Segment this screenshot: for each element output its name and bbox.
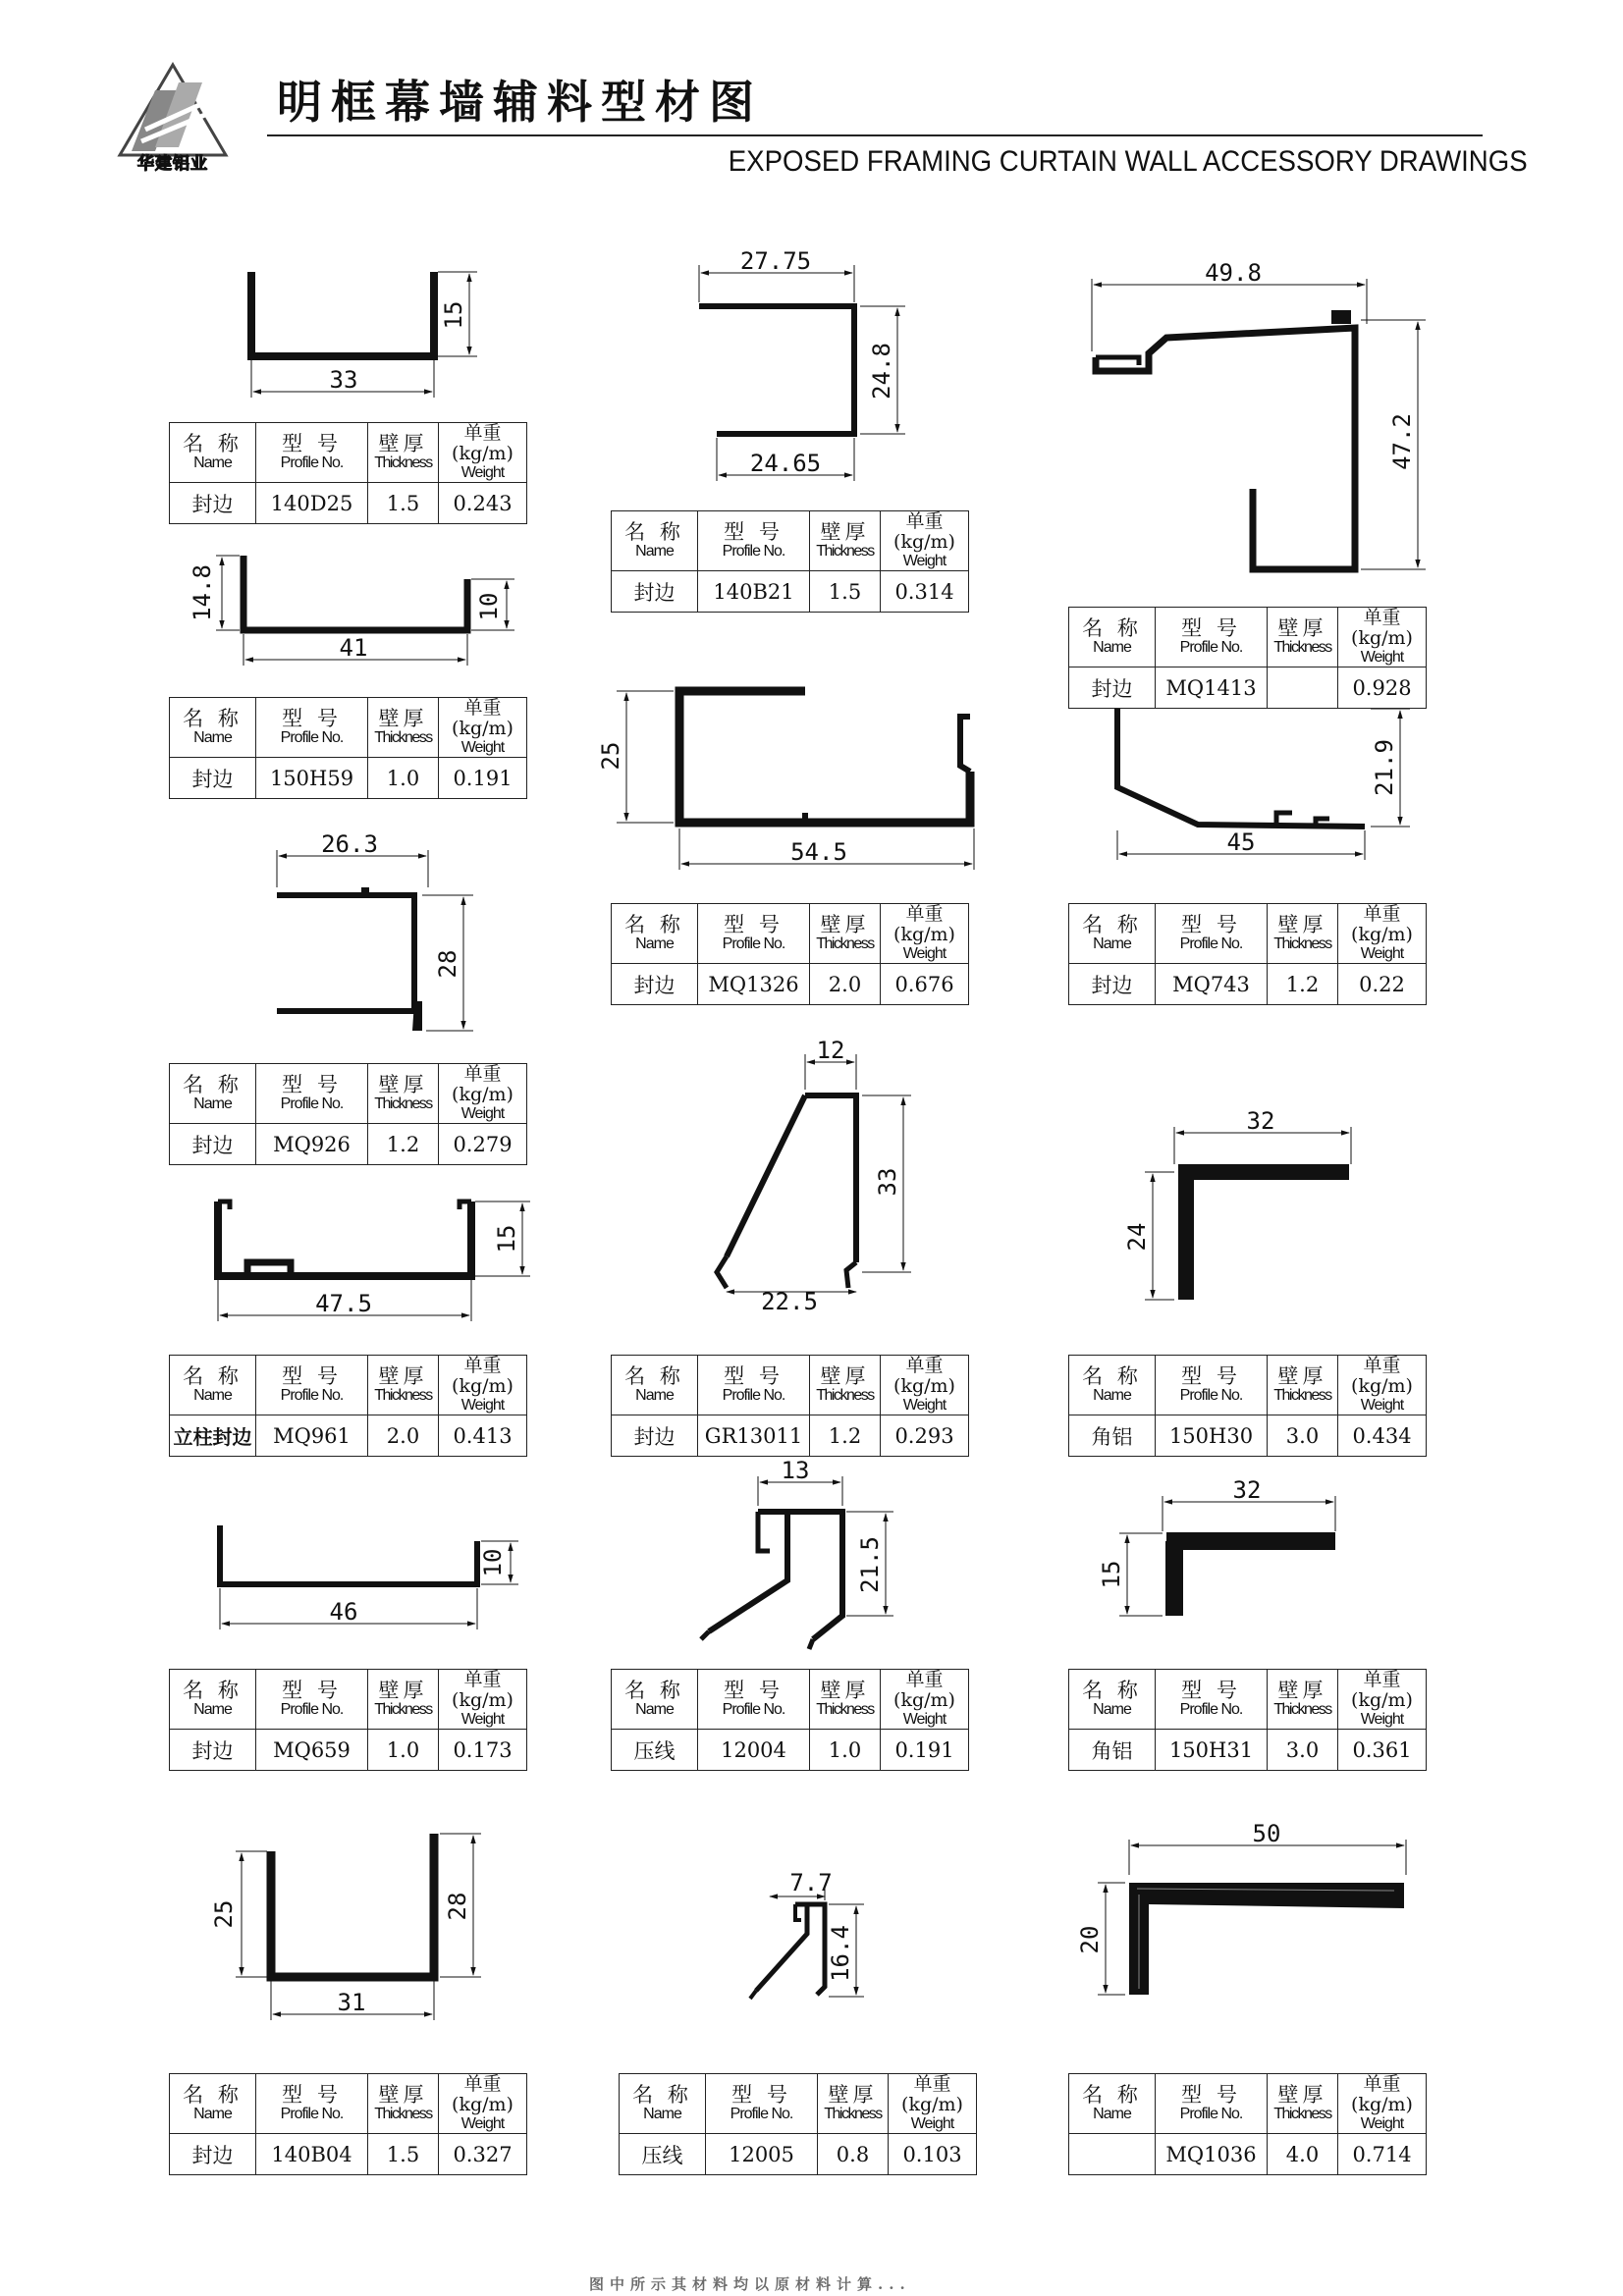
cell-thickness: 3.0 [1268,1730,1338,1771]
header-thickness: 壁厚 Thickness [1268,1356,1338,1415]
cell-thickness: 1.0 [368,758,439,799]
cell-name: 角铝 [1069,1730,1156,1771]
dim-label: 28 [434,949,461,979]
cell-thickness: 2.0 [810,964,881,1005]
dim-label: 24 [1123,1222,1151,1252]
header-profile: 型 号 Profile No. [1156,608,1268,667]
table-row [620,2134,977,2175]
header-profile: 型 号 Profile No. [256,423,368,483]
table-header-row [612,904,969,964]
cell-weight: 0.676 [881,964,969,1005]
cell-weight: 0.928 [1338,667,1427,709]
header-name: 名 称 Name [170,1356,256,1415]
cell-profile: MQ1326 [698,964,810,1005]
table-row [612,571,969,613]
header-thickness: 壁厚 Thickness [810,1670,881,1730]
spec-table [611,1355,969,1457]
table-row [612,1415,969,1457]
spec-table [1068,903,1427,1005]
table-row [170,483,527,524]
cell-name: 封边 [170,1730,256,1771]
dim-label: 31 [337,1989,366,2016]
header-weight: 单重(kg/m) Weight [1338,904,1427,964]
cell-profile: MQ743 [1156,964,1268,1005]
cell-profile: MQ926 [256,1124,368,1165]
table-row [170,2134,527,2175]
table-row [1069,667,1427,709]
cell-thickness: 1.2 [368,1124,439,1165]
cell-weight: 0.413 [439,1415,527,1457]
table-header-row [612,1670,969,1730]
table-row [170,1124,527,1165]
cell-weight: 0.191 [439,758,527,799]
spec-table [169,1355,527,1457]
header-thickness: 壁厚 Thickness [368,2074,439,2134]
header-name: 名 称 Name [170,698,256,758]
spec-table [619,2073,977,2175]
profile-drawing-MQ659 [206,1512,530,1639]
header-weight: 单重(kg/m) Weight [881,1670,969,1730]
profile-drawing-140B21 [687,245,933,481]
header-profile: 型 号 Profile No. [1156,1670,1268,1730]
table-header-row [612,511,969,571]
header-weight: 单重(kg/m) Weight [1338,1670,1427,1730]
header-name: 名 称 Name [170,423,256,483]
cell-name: 压线 [612,1730,698,1771]
dim-label: 21.9 [1371,739,1398,796]
table-row [1069,1730,1427,1771]
table-header-row [170,1064,527,1124]
header-name: 名 称 Name [1069,1356,1156,1415]
cell-name: 压线 [620,2134,706,2175]
table-header-row [170,1670,527,1730]
header-thickness: 壁厚 Thickness [810,1356,881,1415]
table-row [1069,2134,1427,2175]
table-header-row [612,1356,969,1415]
dim-label: 24.8 [868,343,895,400]
cell-thickness: 1.5 [810,571,881,613]
cell-profile: MQ659 [256,1730,368,1771]
table-header-row [170,698,527,758]
dim-label: 33 [874,1167,901,1197]
dim-label: 41 [339,634,368,662]
header-name: 名 称 Name [170,2074,256,2134]
table-row [612,1730,969,1771]
header-thickness: 壁厚 Thickness [818,2074,889,2134]
cell-profile: 150H31 [1156,1730,1268,1771]
cell-thickness: 4.0 [1268,2134,1338,2175]
header-weight: 单重(kg/m) Weight [439,2074,527,2134]
header-profile: 型 号 Profile No. [256,1064,368,1124]
header-name: 名 称 Name [170,1064,256,1124]
header-thickness: 壁厚 Thickness [368,1356,439,1415]
spec-table [1068,1669,1427,1771]
header-weight: 单重(kg/m) Weight [1338,608,1427,667]
page-title-en: EXPOSED FRAMING CURTAIN WALL ACCESSORY DRAWINGS [729,145,1528,178]
table-row [1069,1415,1427,1457]
cell-thickness: 1.5 [368,2134,439,2175]
cell-weight: 0.327 [439,2134,527,2175]
footer-note: 图中所示其材料均以原材料计算... [589,2275,911,2293]
dim-label: 47.5 [315,1290,372,1317]
spec-table [611,1669,969,1771]
cell-thickness: 0.8 [818,2134,889,2175]
profile-drawing-150H30 [1119,1099,1375,1315]
header-name: 名 称 Name [1069,608,1156,667]
table-row [612,964,969,1005]
header-name: 名 称 Name [612,904,698,964]
table-header-row [1069,904,1427,964]
cell-weight: 0.22 [1338,964,1427,1005]
profile-drawing-GR13011 [687,1031,923,1315]
cell-name: 封边 [170,1124,256,1165]
cell-profile: 140B04 [256,2134,368,2175]
header-name: 名 称 Name [612,511,698,571]
table-header-row [170,1356,527,1415]
dim-label: 26.3 [321,830,378,858]
header-profile: 型 号 Profile No. [256,2074,368,2134]
cell-profile: 150H59 [256,758,368,799]
cell-weight: 0.103 [889,2134,977,2175]
dim-label: 32 [1246,1107,1275,1135]
cell-weight: 0.361 [1338,1730,1427,1771]
cell-weight: 0.293 [881,1415,969,1457]
dim-label: 14.8 [189,564,216,621]
dim-label: 49.8 [1205,259,1262,287]
table-row [170,1730,527,1771]
cell-weight: 0.434 [1338,1415,1427,1457]
header-thickness: 壁厚 Thickness [368,1670,439,1730]
cell-profile: 140D25 [256,483,368,524]
table-row [170,758,527,799]
cell-profile: GR13011 [698,1415,810,1457]
dim-label: 16.4 [827,1925,854,1982]
cell-profile: 12004 [698,1730,810,1771]
header-weight: 单重(kg/m) Weight [439,698,527,758]
dim-label: 7.7 [789,1869,833,1896]
table-header-row [1069,1356,1427,1415]
dim-label: 10 [479,1548,507,1577]
header-profile: 型 号 Profile No. [256,1670,368,1730]
cell-name: 封边 [170,758,256,799]
dim-label: 32 [1232,1476,1262,1504]
cell-name: 封边 [1069,667,1156,709]
spec-table [1068,2073,1427,2175]
cell-thickness: 1.5 [368,483,439,524]
header-thickness: 壁厚 Thickness [368,1064,439,1124]
cell-profile: 150H30 [1156,1415,1268,1457]
table-row [170,1415,527,1457]
spec-table [169,697,527,799]
header-weight: 单重(kg/m) Weight [1338,2074,1427,2134]
dim-label: 33 [329,366,358,394]
table-header-row [1069,608,1427,667]
header-thickness: 壁厚 Thickness [810,511,881,571]
header-weight: 单重(kg/m) Weight [439,423,527,483]
cell-name: 立柱封边 [170,1415,256,1457]
header-profile: 型 号 Profile No. [1156,904,1268,964]
cell-name: 封边 [170,483,256,524]
spec-table [611,510,969,613]
cell-thickness [1268,667,1338,709]
header-weight: 单重(kg/m) Weight [439,1670,527,1730]
table-header-row [170,423,527,483]
header-profile: 型 号 Profile No. [698,511,810,571]
header-name: 名 称 Name [1069,904,1156,964]
header-name: 名 称 Name [1069,1670,1156,1730]
table-row [1069,964,1427,1005]
dim-label: 45 [1226,828,1256,856]
profile-drawing-150H59 [187,550,530,677]
header-weight: 单重(kg/m) Weight [881,904,969,964]
dim-label: 54.5 [790,838,847,866]
cell-name: 角铝 [1069,1415,1156,1457]
dim-label: 20 [1076,1925,1104,1954]
table-header-row [170,2074,527,2134]
cell-weight: 0.243 [439,483,527,524]
dim-label: 15 [440,300,467,330]
spec-table [1068,1355,1427,1457]
dim-label: 25 [597,741,624,771]
table-header-row [620,2074,977,2134]
header-weight: 单重(kg/m) Weight [881,1356,969,1415]
header-thickness: 壁厚 Thickness [810,904,881,964]
cell-name [1069,2134,1156,2175]
cell-profile: MQ1036 [1156,2134,1268,2175]
dim-label: 27.75 [739,247,812,275]
header-thickness: 壁厚 Thickness [1268,608,1338,667]
cell-profile: MQ961 [256,1415,368,1457]
cell-thickness: 1.2 [1268,964,1338,1005]
cell-name: 封边 [612,964,698,1005]
profile-drawing-MQ743 [1100,697,1414,864]
spec-table [169,1669,527,1771]
header-name: 名 称 Name [1069,2074,1156,2134]
header-profile: 型 号 Profile No. [698,1670,810,1730]
cell-name: 封边 [612,571,698,613]
dim-label: 13 [781,1457,810,1484]
profile-drawing-150H31 [1090,1476,1355,1629]
dim-label: 12 [816,1037,845,1064]
profile-drawing-MQ1413 [1080,255,1453,579]
profile-drawing-140B04 [196,1826,511,2042]
spec-table [169,422,527,524]
cell-thickness: 1.2 [810,1415,881,1457]
cell-name: 封边 [612,1415,698,1457]
header-thickness: 壁厚 Thickness [368,423,439,483]
header-weight: 单重(kg/m) Weight [439,1064,527,1124]
brand-name: 华建铝业 [137,154,208,174]
header-thickness: 壁厚 Thickness [1268,904,1338,964]
dim-label: 15 [1098,1560,1125,1589]
header-profile: 型 号 Profile No. [1156,1356,1268,1415]
header-profile: 型 号 Profile No. [698,904,810,964]
cell-weight: 0.314 [881,571,969,613]
dim-label: 15 [493,1224,520,1254]
header-weight: 单重(kg/m) Weight [439,1356,527,1415]
cell-profile: MQ1413 [1156,667,1268,709]
profile-drawing-MQ961 [196,1188,550,1335]
cell-thickness: 1.0 [810,1730,881,1771]
spec-table [1068,607,1427,709]
header-profile: 型 号 Profile No. [256,698,368,758]
header-name: 名 称 Name [170,1670,256,1730]
header-profile: 型 号 Profile No. [1156,2074,1268,2134]
header-profile: 型 号 Profile No. [256,1356,368,1415]
table-header-row [1069,1670,1427,1730]
header-thickness: 壁厚 Thickness [368,698,439,758]
header-weight: 单重(kg/m) Weight [889,2074,977,2134]
cell-thickness: 1.0 [368,1730,439,1771]
header-rule [267,134,1483,136]
header-name: 名 称 Name [612,1670,698,1730]
cell-thickness: 3.0 [1268,1415,1338,1457]
header-profile: 型 号 Profile No. [706,2074,818,2134]
header-weight: 单重(kg/m) Weight [881,511,969,571]
cell-weight: 0.191 [881,1730,969,1771]
dim-label: 10 [475,592,503,621]
header-thickness: 壁厚 Thickness [1268,2074,1338,2134]
cell-name: 封边 [1069,964,1156,1005]
profile-drawing-MQ1036 [1076,1816,1414,2012]
spec-table [169,1063,527,1165]
dim-label: 22.5 [761,1288,818,1315]
cell-weight: 0.714 [1338,2134,1427,2175]
page-title-cn: 明框幕墙辅料型材图 [277,76,763,129]
dim-label: 50 [1252,1820,1281,1847]
dim-label: 28 [444,1892,471,1921]
table-header-row [1069,2074,1427,2134]
dim-label: 24.65 [749,450,822,477]
profile-drawing-12005 [727,1865,903,2042]
dim-label: 46 [329,1598,358,1626]
dim-label: 25 [210,1899,238,1929]
cell-weight: 0.173 [439,1730,527,1771]
cell-profile: 140B21 [698,571,810,613]
header-name: 名 称 Name [612,1356,698,1415]
dim-label: 47.2 [1388,413,1416,470]
profile-drawing-12004 [687,1453,923,1659]
profile-drawing-MQ926 [265,825,501,1050]
header-thickness: 壁厚 Thickness [1268,1670,1338,1730]
cell-name: 封边 [170,2134,256,2175]
cell-weight: 0.279 [439,1124,527,1165]
profile-drawing-MQ1326 [599,677,992,874]
cell-profile: 12005 [706,2134,818,2175]
spec-table [611,903,969,1005]
header-name: 名 称 Name [620,2074,706,2134]
header-weight: 单重(kg/m) Weight [1338,1356,1427,1415]
cell-thickness: 2.0 [368,1415,439,1457]
profile-drawing-140D25 [157,260,491,407]
spec-table [169,2073,527,2175]
header-profile: 型 号 Profile No. [698,1356,810,1415]
dim-label: 21.5 [856,1536,884,1593]
